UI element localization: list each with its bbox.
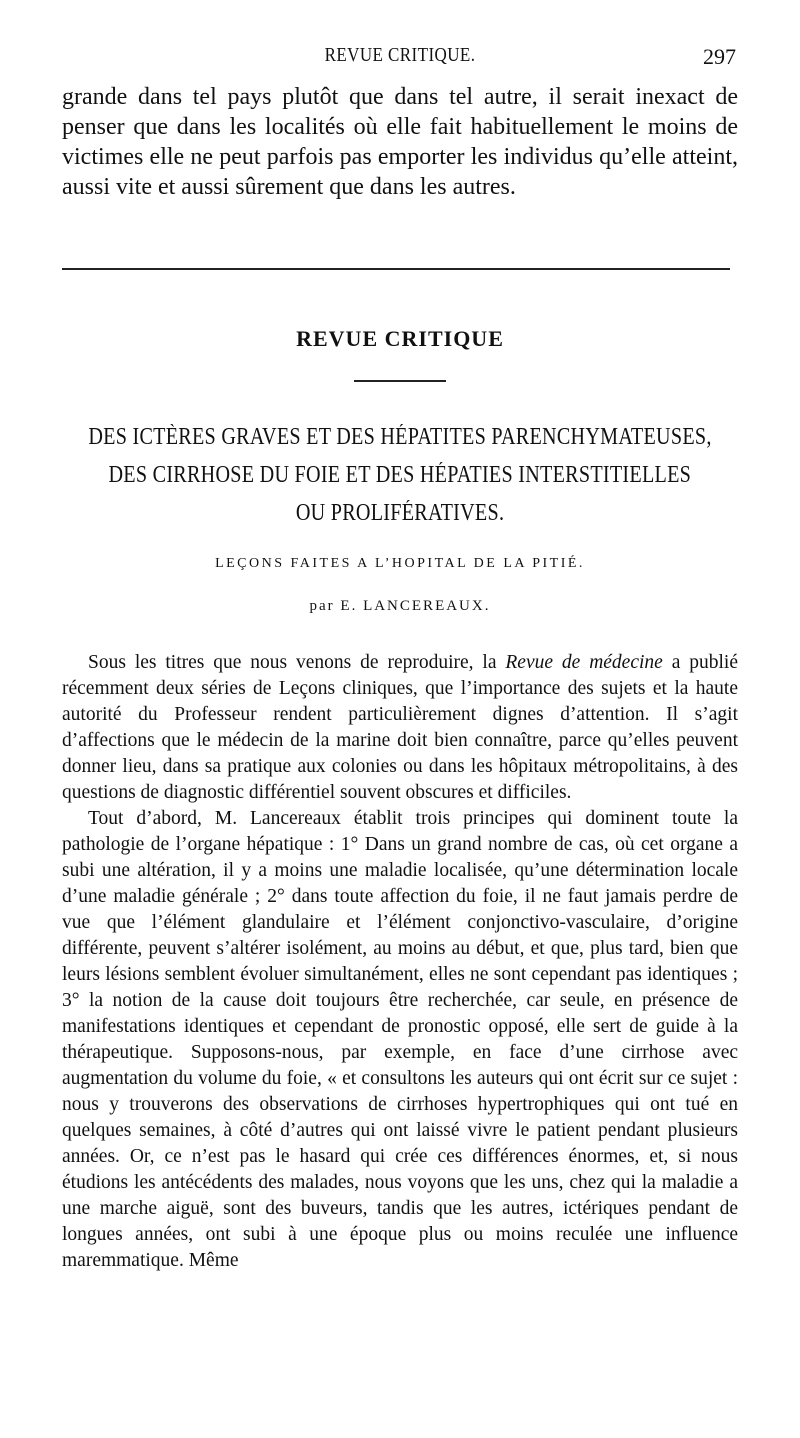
running-title: REVUE CRITIQUE. — [324, 44, 476, 66]
article-subheading: LEÇONS FAITES A L’HOPITAL DE LA PITIÉ. — [215, 556, 585, 571]
author-byline: par E. LANCEREAUX. — [309, 598, 491, 614]
article-heading-line-1: DES ICTÈRES GRAVES ET DES HÉPATITES PARENCHYMATEUSES, — [88, 424, 712, 450]
section-title: REVUE CRITIQUE — [296, 326, 504, 351]
section-divider — [62, 268, 730, 270]
page-number: 297 — [703, 44, 736, 69]
article-body — [62, 650, 738, 1274]
title-underline — [354, 380, 446, 382]
body-paragraph-2: Tout d’abord, M. Lancereaux établit trois principes qui dominent toute la pathologie de l’organe hépatique : 1° Dans un grand nombre de cas, où cet organe a subi une altération, il y a moins une maladie localisée, qu’une détermination locale d’une maladie générale ; 2° dans toute affection du foie, il ne faut jamais perdre de vue que l’élément glandulaire et l’élément conjonctivo-vasculaire, d’origine différente, peuvent s’altérer isolément, au moins au début, et que, plus tard, bien que leurs lésions semblent évoluer simultanément, elles ne sont cependant pas identiques ; 3° la notion de la cause doit toujours être recherchée, car seule, en présence de manifestations identiques et cependant de pronostic opposé, elle sert de guide à la thérapeutique. Supposons-nous, par exemple, en face d’une cirrhose avec augmentation du volume du foie, « et consultons les auteurs qui ont écrit sur ce sujet : nous y trouverons des observations de cirrhoses hypertrophiques qui ont tué en quelques semaines, à côté d’autres qui ont laissé vivre le patient pendant plusieurs années. Or, ce n’est pas le hasard qui crée ces différences énormes, et, si nous étudions les antécédents des malades, nous voyons que les uns, chez qui la maladie a une marche aiguë, sont des buveurs, tandis que les autres, ictériques pendant de longues années, ont subi à une époque plus ou moins reculée une influence maremmatique. Même — [62, 808, 738, 1271]
running-head — [60, 44, 740, 74]
journal-title: Revue de médecine — [505, 652, 663, 673]
article-heading-line-3: OU PROLIFÉRATIVES. — [295, 500, 505, 526]
article-heading-line-2: DES CIRRHOSE DU FOIE ET DES HÉPATIES INTERSTITIELLES — [108, 462, 692, 488]
body-paragraph-1: Sous les titres que nous venons de reproduire, la Revue de médecine a publié récemment deux séries de Leçons cliniques, que l’importance des sujets et la haute autorité du Professeur rendent particulièrement dignes d’attention. Il s’agit d’affections que le médecin de la marine doit bien connaître, parce qu’elles peuvent donner lieu, dans sa pratique aux colonies ou dans les hôpitaux métropolitains, à des questions de diagnostic différentiel souvent obscures et difficiles. — [62, 652, 739, 803]
opening-paragraph: grande dans tel pays plutôt que dans tel autre, il serait inexact de penser que dans les localités où elle fait habituellement le moins de victimes elle ne peut parfois pas emporter les individus qu’elle atteint, aussi vite et aussi sûrement que dans les autres. — [62, 84, 738, 200]
